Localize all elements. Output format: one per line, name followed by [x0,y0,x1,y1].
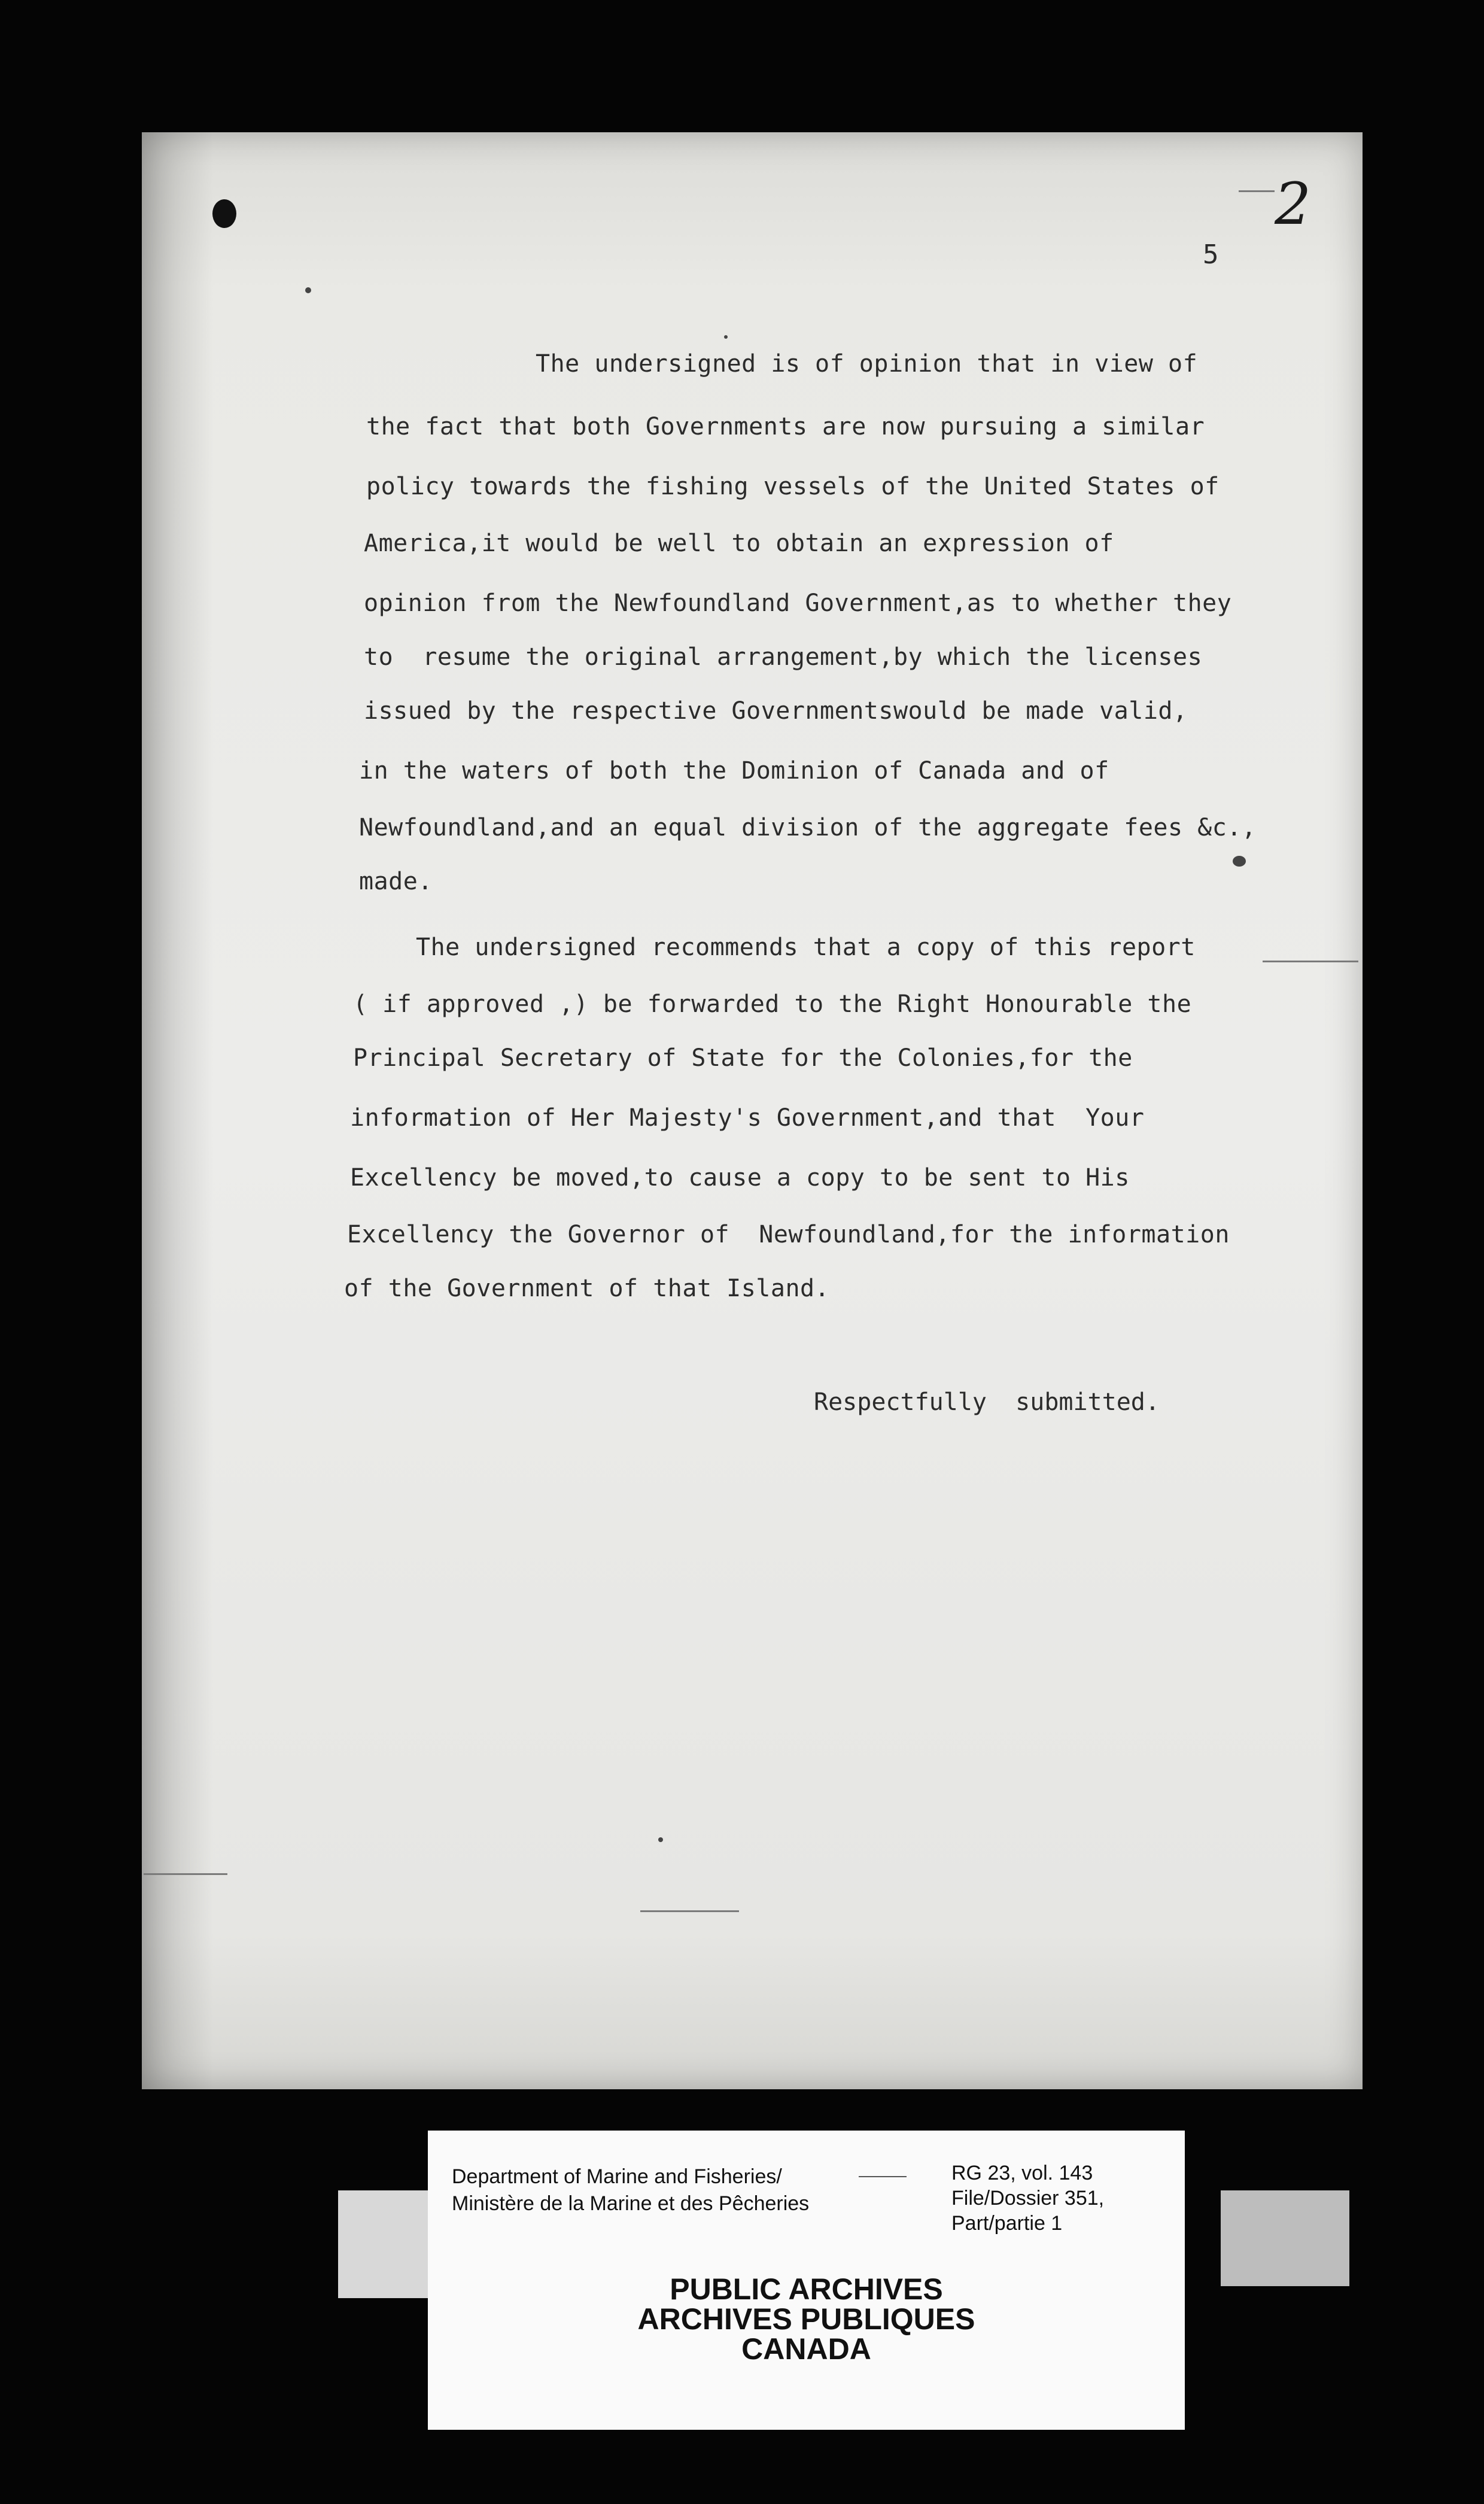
text-line: policy towards the fishing vessels of the United States of [366,473,1220,500]
text-line: to resume the original arrangement,by which the licenses [364,643,1203,671]
scan-speck [305,287,311,293]
text-line: The undersigned is of opinion that in view of [536,350,1198,378]
text-line: The undersigned recommends that a copy of this report [416,934,1196,961]
label-reference [951,2160,1104,2236]
text-line: Excellency be moved,to cause a copy to be sent to His [350,1164,1130,1192]
text-line: ( if approved ,) be forwarded to the Right Honourable the [353,990,1192,1018]
film-holder-left [338,2190,428,2298]
page-number: 5 [1203,239,1219,270]
label-rule [859,2176,907,2177]
text-line: opinion from the Newfoundland Government,as to whether they [364,589,1232,617]
text-line: made. [359,868,433,895]
department-french: Ministère de la Marine et des Pêcheries [452,2192,810,2215]
text-line: information of Her Majesty's Government,and that Your [350,1104,1145,1132]
label-department [452,2163,809,2217]
archive-label [428,2131,1185,2430]
text-line: Newfoundland,and an equal division of the aggregate fees &c., [359,814,1257,841]
signoff: Respectfully submitted. [814,1388,1160,1416]
margin-rule [640,1910,739,1912]
film-holder-right [1221,2190,1349,2286]
scan-speck [1233,856,1246,867]
archives-country: CANADA [741,2332,871,2366]
text-line: of the Government of that Island. [344,1275,830,1302]
text-line: America,it would be well to obtain an expression of [364,530,1114,557]
scan-speck [658,1837,663,1842]
reference-rg: RG 23, vol. 143 [951,2162,1093,2184]
department-english: Department of Marine and Fisheries/ [452,2165,782,2188]
reference-file: File/Dossier 351, [951,2187,1105,2210]
margin-rule [1263,961,1358,962]
archives-stamp [428,2274,1185,2364]
margin-rule [144,1873,227,1875]
folio-dash [1239,190,1275,192]
text-line: Excellency the Governor of Newfoundland,for the information [347,1221,1230,1248]
text-line: issued by the respective Governmentswould be made valid, [364,697,1188,725]
reference-part: Part/partie 1 [951,2212,1063,2235]
archives-english: PUBLIC ARCHIVES [670,2272,943,2306]
text-line: Principal Secretary of State for the Colonies,for the [353,1044,1133,1072]
text-line: in the waters of both the Dominion of Canada and of [359,757,1109,785]
folio-number: 2 [1275,171,1312,238]
text-line: the fact that both Governments are now pursuing a similar [366,413,1205,440]
archives-french: ARCHIVES PUBLIQUES [637,2302,975,2336]
scan-speck [724,335,728,339]
punch-hole [212,199,236,228]
